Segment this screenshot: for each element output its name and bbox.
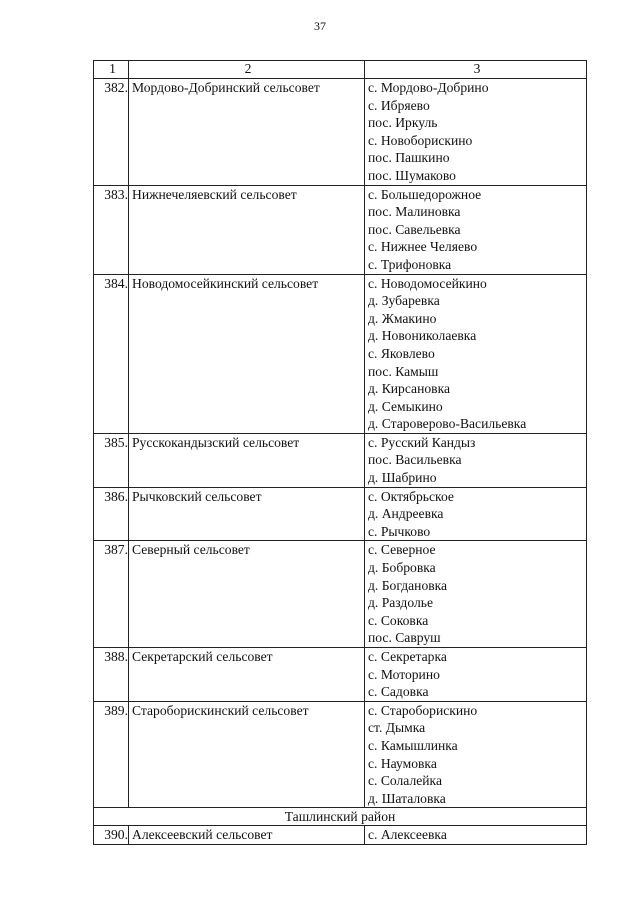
council-name: Нижнечеляевский сельсовет bbox=[129, 185, 365, 274]
settlement-item: с. Солалейка bbox=[368, 773, 442, 789]
settlement-item: с. Северное bbox=[368, 542, 436, 558]
settlements-cell bbox=[365, 487, 587, 541]
settlements-cell bbox=[365, 274, 587, 433]
row-number: 382. bbox=[94, 79, 129, 186]
row-number: 385. bbox=[94, 433, 129, 487]
settlements-cell bbox=[365, 79, 587, 186]
settlement-item: пос. Савельевка bbox=[368, 221, 461, 237]
settlements-cell bbox=[365, 541, 587, 648]
settlement-item: д. Жмакино bbox=[368, 310, 437, 326]
settlement-item: пос. Малиновка bbox=[368, 204, 461, 220]
settlement-item: д. Раздолье bbox=[368, 595, 433, 611]
settlement-item: д. Староверово-Васильевка bbox=[368, 416, 527, 432]
settlement-item: с. Большедорожное bbox=[368, 186, 482, 202]
settlement-item: д. Шабрино bbox=[368, 470, 437, 486]
council-name: Русскокандызский сельсовет bbox=[129, 433, 365, 487]
settlement-item: пос. Камыш bbox=[368, 363, 439, 379]
settlement-item: пос. Иркуль bbox=[368, 115, 438, 131]
settlements-cell bbox=[365, 826, 587, 845]
column-header: 1 bbox=[94, 61, 129, 79]
council-name: Секретарский сельсовет bbox=[129, 648, 365, 702]
settlement-item: д. Шаталовка bbox=[368, 790, 446, 806]
settlement-item: пос. Пашкино bbox=[368, 150, 450, 166]
settlement-item: д. Богдановка bbox=[368, 577, 448, 593]
council-name: Новодомосейкинский сельсовет bbox=[129, 274, 365, 433]
table-header-row bbox=[94, 61, 587, 79]
settlement-item: пос. Шумаково bbox=[368, 167, 456, 183]
settlement-item: с. Новодомосейкино bbox=[368, 275, 487, 291]
column-header: 2 bbox=[129, 61, 365, 79]
council-name: Мордово-Добринский сельсовет bbox=[129, 79, 365, 186]
settlements-cell bbox=[365, 185, 587, 274]
settlement-item: с. Ибряево bbox=[368, 97, 430, 113]
settlement-item: с. Русский Кандыз bbox=[368, 434, 476, 450]
settlement-item: с. Мордово-Добрино bbox=[368, 80, 489, 95]
district-name: Ташлинский район bbox=[94, 808, 587, 826]
row-number: 386. bbox=[94, 487, 129, 541]
page-number: 37 bbox=[314, 19, 326, 33]
settlement-item: с. Соковка bbox=[368, 612, 429, 628]
council-name: Староборискинский сельсовет bbox=[129, 701, 365, 808]
settlement-item: пос. Васильевка bbox=[368, 452, 462, 468]
column-header: 3 bbox=[365, 61, 587, 79]
table-row bbox=[94, 487, 587, 541]
settlement-item: с. Моторино bbox=[368, 666, 440, 682]
settlement-item: с. Октябрьское bbox=[368, 488, 454, 504]
table-row bbox=[94, 274, 587, 433]
settlement-item: пос. Савруш bbox=[368, 630, 441, 646]
settlements-cell bbox=[365, 701, 587, 808]
settlements-table bbox=[93, 60, 587, 845]
district-row bbox=[94, 808, 587, 826]
council-name: Северный сельсовет bbox=[129, 541, 365, 648]
settlement-item: д. Зубаревка bbox=[368, 293, 440, 309]
settlement-item: д. Новониколаевка bbox=[368, 328, 477, 344]
row-number: 390. bbox=[94, 826, 129, 845]
settlement-item: с. Рычково bbox=[368, 523, 431, 539]
settlement-item: ст. Дымка bbox=[368, 720, 426, 736]
settlement-item: с. Трифоновка bbox=[368, 256, 452, 272]
table-row bbox=[94, 648, 587, 702]
council-name: Алексеевский сельсовет bbox=[129, 826, 365, 845]
settlement-item: с. Новоборискино bbox=[368, 132, 473, 148]
settlement-item: д. Семыкино bbox=[368, 398, 443, 414]
settlement-item: д. Кирсановка bbox=[368, 381, 451, 397]
row-number: 387. bbox=[94, 541, 129, 648]
settlement-item: с. Камышлинка bbox=[368, 737, 458, 753]
table-row bbox=[94, 701, 587, 808]
settlement-item: с. Староборискино bbox=[368, 702, 478, 718]
settlement-item: д. Андреевка bbox=[368, 506, 444, 522]
row-number: 389. bbox=[94, 701, 129, 808]
table-row bbox=[94, 185, 587, 274]
settlement-item: с. Алексеевка bbox=[368, 827, 447, 843]
settlement-item: д. Бобровка bbox=[368, 560, 436, 576]
row-number: 383. bbox=[94, 185, 129, 274]
settlement-item: с. Яковлево bbox=[368, 345, 435, 361]
settlements-cell bbox=[365, 433, 587, 487]
settlements-cell bbox=[365, 648, 587, 702]
table-row bbox=[94, 433, 587, 487]
row-number: 384. bbox=[94, 274, 129, 433]
table-row bbox=[94, 79, 587, 186]
table-row bbox=[94, 826, 587, 845]
row-number: 388. bbox=[94, 648, 129, 702]
settlement-item: с. Наумовка bbox=[368, 755, 437, 771]
settlement-item: с. Нижнее Челяево bbox=[368, 239, 478, 255]
settlement-item: с. Секретарка bbox=[368, 649, 447, 664]
council-name: Рычковский сельсовет bbox=[129, 487, 365, 541]
settlement-item: с. Садовка bbox=[368, 684, 429, 700]
table-row bbox=[94, 541, 587, 648]
